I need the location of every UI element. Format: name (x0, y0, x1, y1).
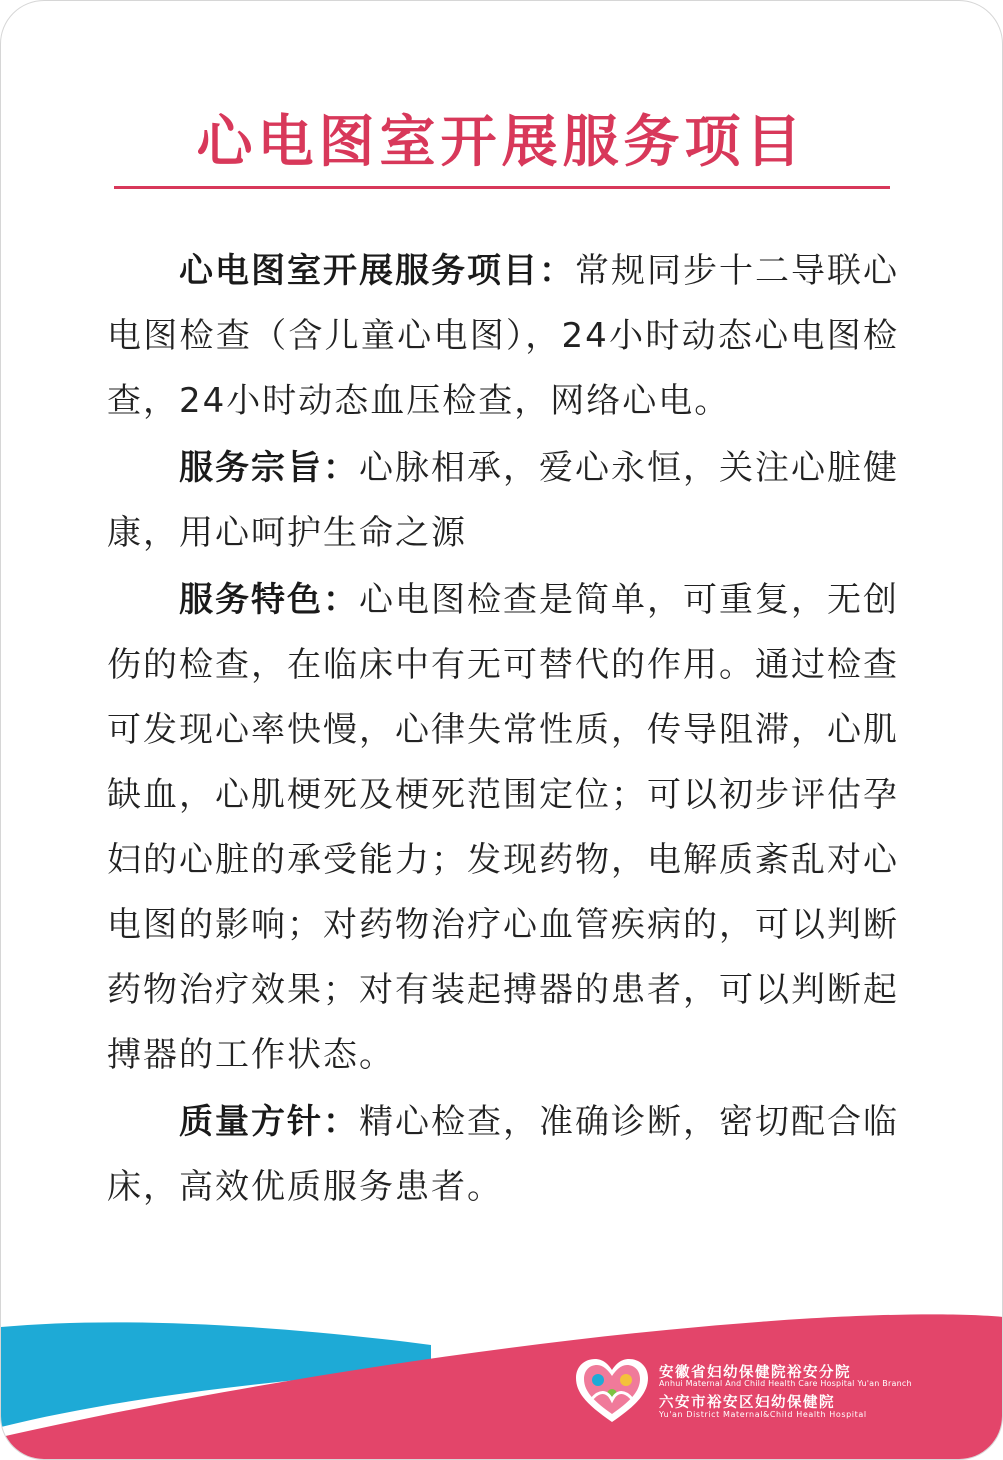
section-services (107, 239, 899, 434)
section-quality-policy (107, 1090, 899, 1220)
hospital-logo-block (573, 1356, 933, 1426)
section-label: 质量方针： (179, 1102, 359, 1142)
hospital-alt-name-en: Yu'an District Maternal&Child Health Hospital (659, 1410, 867, 1419)
hospital-alt-name-cn: 六安市裕安区妇幼保健院 (659, 1395, 835, 1411)
hospital-name-cn: 安徽省妇幼保健院裕安分院 (659, 1365, 851, 1381)
heart-family-logo-icon (573, 1356, 651, 1426)
hospital-name-en: Anhui Maternal And Child Health Care Hospital Yu'an Branch (659, 1379, 912, 1388)
section-purpose (107, 436, 899, 566)
section-text: 精心检查，准确诊断，密切配合临床，高效优质服务患者。 (107, 1102, 899, 1207)
section-label: 服务特色： (179, 580, 359, 620)
section-features (107, 568, 899, 1088)
content-body (107, 239, 899, 1222)
section-label: 心电图室开展服务项目： (179, 251, 575, 291)
title-divider (114, 186, 890, 189)
section-text: 心脉相承，爱心永恒，关注心脏健康，用心呵护生命之源 (107, 448, 899, 553)
page-title: 心电图室开展服务项目 (196, 110, 807, 175)
section-text: 常规同步十二导联心电图检查（含儿童心电图），24小时动态心电图检查，24小时动态血压检查，网络心电。 (107, 251, 899, 421)
section-text: 心电图检查是简单，可重复，无创伤的检查，在临床中有无可替代的作用。通过检查可发现心率快慢，心律失常性质，传导阻滞，心肌缺血，心肌梗死及梗死范围定位；可以初步评估孕妇的心脏的承受能力；发现药物，电解质紊乱对心电图的影响；对药物治疗心血管疾病的，可以判断药物治疗效果；对有装起搏器的患者，可以判断起搏器的工作状态。 (107, 580, 899, 1075)
section-label: 服务宗旨： (179, 448, 359, 488)
